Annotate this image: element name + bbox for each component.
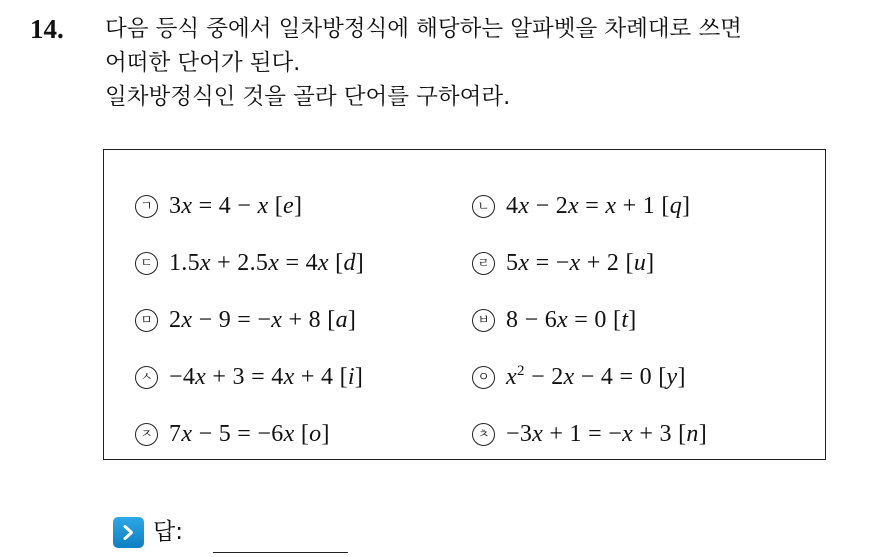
choice-item [472,417,707,451]
choice-equation: 3x = 4 − x [e] [169,192,303,219]
choice-item [135,303,356,337]
choice-marker: ㄴ [472,195,495,218]
choice-item [135,417,330,451]
choice-equation: 5x = −x + 2 [u] [506,249,655,276]
question-number: 14. [30,14,64,44]
answer-blank-line[interactable] [213,552,348,553]
choice-item [135,189,302,223]
choice-marker: ㄹ [472,252,495,275]
answer-area [113,514,183,550]
choice-equation: 4x − 2x = x + 1 [q] [506,192,691,219]
choice-equation: 8 − 6x = 0 [t] [506,306,637,333]
choice-marker: ㅇ [472,366,495,389]
answer-label: 답: [153,519,183,545]
choice-marker: ㅂ [472,309,495,332]
choice-item [135,360,363,394]
choice-marker: ㅅ [135,366,158,389]
choice-item [472,303,637,337]
choice-marker: ㅈ [135,423,158,446]
choice-item [472,246,654,280]
choice-item [472,189,690,223]
choice-equation: $x^2 - 2x - 4 = 0$ [y] [506,362,686,390]
choice-marker: ㅊ [472,423,495,446]
choice-marker: ㄷ [135,252,158,275]
choice-equation: −4x + 3 = 4x + 4 [i] [169,363,364,390]
question-line: 일차방정식인 것을 골라 단어를 구하여라. [105,84,511,110]
choice-equation: −3x + 1 = −x + 3 [n] [506,420,707,447]
choice-equation: 1.5x + 2.5x = 4x [d] [169,249,365,276]
question-line: 다음 등식 중에서 일차방정식에 해당하는 알파벳을 차례대로 쓰면 [105,16,742,42]
choice-item [135,246,364,280]
choice-marker: ㄱ [135,195,158,218]
choice-marker: ㅁ [135,309,158,332]
question-text [105,12,875,114]
choice-item [472,360,686,394]
choice-equation: 7x − 5 = −6x [o] [169,420,330,447]
choice-equation: 2x − 9 = −x + 8 [a] [169,306,357,333]
question-line: 어떠한 단어가 된다. [105,50,301,76]
chevron-right-icon [113,517,144,548]
